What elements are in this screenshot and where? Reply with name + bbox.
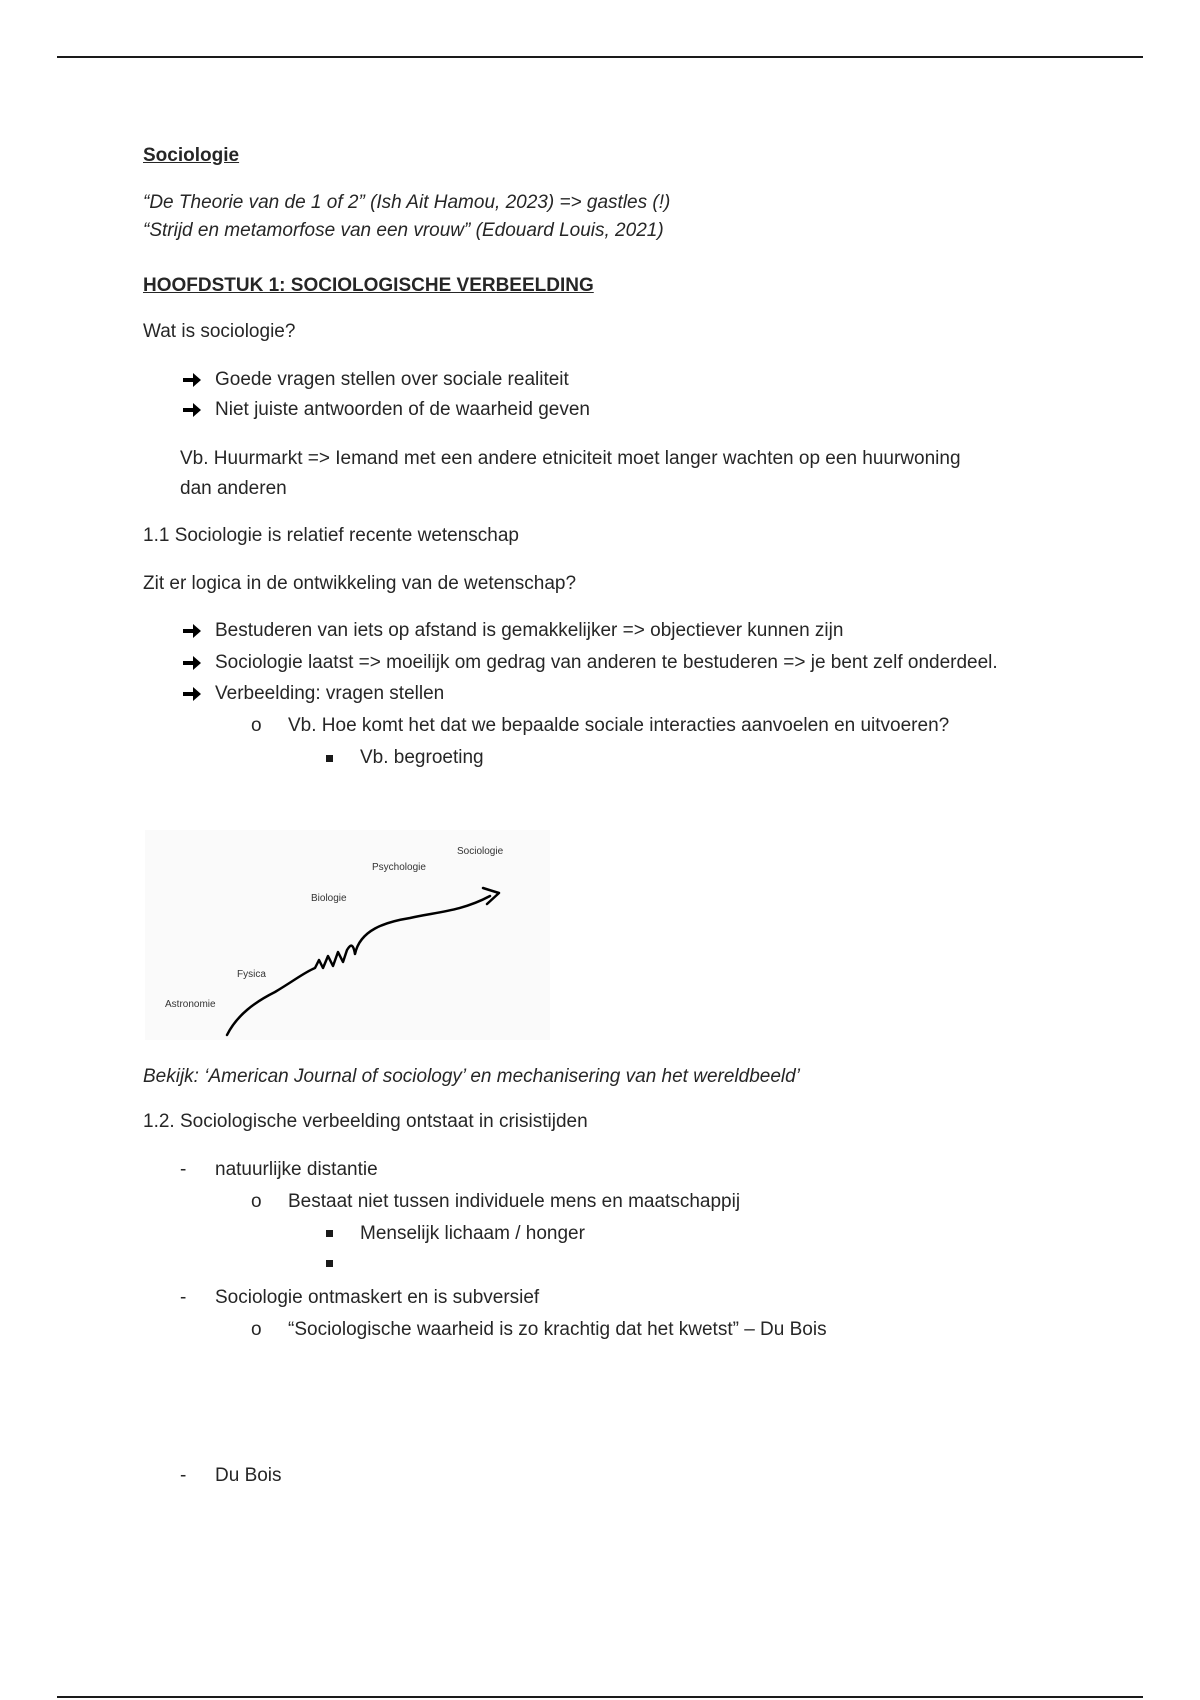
square-bullet: [326, 1260, 333, 1267]
list-item: Bestuderen van iets op afstand is gemakkelijker => objectiever kunnen zijn: [215, 620, 844, 641]
arrow-bullet-icon: [181, 651, 203, 675]
circle-bullet: o: [251, 1191, 262, 1212]
circle-bullet: o: [251, 715, 262, 736]
square-bullet: [326, 755, 333, 762]
footer-rule: [57, 1696, 1143, 1698]
figure-label: Psychologie: [372, 862, 426, 873]
dash-bullet: -: [180, 1287, 187, 1308]
reference-2: “Strijd en metamorfose van een vrouw” (Edouard Louis, 2021): [143, 220, 664, 241]
arrow-bullet-icon: [181, 398, 203, 422]
figure-label: Fysica: [237, 969, 266, 980]
example-line: Vb. Huurmarkt => Iemand met een andere etniciteit moet langer wachten op een huurwoning: [180, 448, 961, 469]
sub-list-item: Bestaat niet tussen individuele mens en maatschappij: [288, 1191, 741, 1212]
list-item: Niet juiste antwoorden of de waarheid geven: [215, 399, 590, 420]
arrow-bullet-icon: [181, 619, 203, 643]
list-item: natuurlijke distantie: [215, 1159, 378, 1180]
question-logic: Zit er logica in de ontwikkeling van de wetenschap?: [143, 573, 577, 594]
figure-label: Sociologie: [457, 846, 504, 857]
figure-label: Astronomie: [165, 999, 216, 1010]
circle-bullet: o: [251, 1319, 262, 1340]
sub-list-item: “Sociologische waarheid is zo krachtig dat het kwetst” – Du Bois: [288, 1319, 827, 1340]
bekijk-note: Bekijk: ‘American Journal of sociology’ en mechanisering van het wereldbeeld’: [143, 1066, 800, 1087]
figure-label: Biologie: [311, 893, 347, 904]
section-1-1: 1.1 Sociologie is relatief recente wetenschap: [143, 525, 520, 546]
arrow-bullet-icon: [181, 682, 203, 706]
section-1-2: 1.2. Sociologische verbeelding ontstaat in crisistijden: [143, 1111, 588, 1132]
question-what-is-sociology: Wat is sociologie?: [143, 321, 296, 342]
list-item: Goede vragen stellen over sociale realiteit: [215, 369, 569, 390]
list-item: Verbeelding: vragen stellen: [215, 683, 445, 704]
chapter-heading: HOOFDSTUK 1: SOCIOLOGISCHE VERBEELDING: [143, 275, 594, 296]
science-development-figure: [145, 830, 550, 1040]
reference-1: “De Theorie van de 1 of 2” (Ish Ait Hamou, 2023) => gastles (!): [143, 192, 671, 213]
list-item: Du Bois: [215, 1465, 282, 1486]
sub-list-item: Vb. Hoe komt het dat we bepaalde sociale interacties aanvoelen en uitvoeren?: [288, 715, 950, 736]
sub-sub-list-item: Vb. begroeting: [360, 747, 484, 768]
page-title: Sociologie: [143, 145, 240, 166]
arrow-bullet-icon: [181, 368, 203, 392]
square-bullet: [326, 1230, 333, 1237]
list-item: Sociologie laatst => moeilijk om gedrag van anderen te bestuderen => je bent zelf onderdeel.: [215, 652, 998, 673]
dash-bullet: -: [180, 1159, 187, 1180]
sub-sub-list-item: Menselijk lichaam / honger: [360, 1223, 585, 1244]
list-item: Sociologie ontmaskert en is subversief: [215, 1287, 540, 1308]
header-rule: [57, 56, 1143, 58]
example-line: dan anderen: [180, 478, 287, 499]
dash-bullet: -: [180, 1465, 187, 1486]
